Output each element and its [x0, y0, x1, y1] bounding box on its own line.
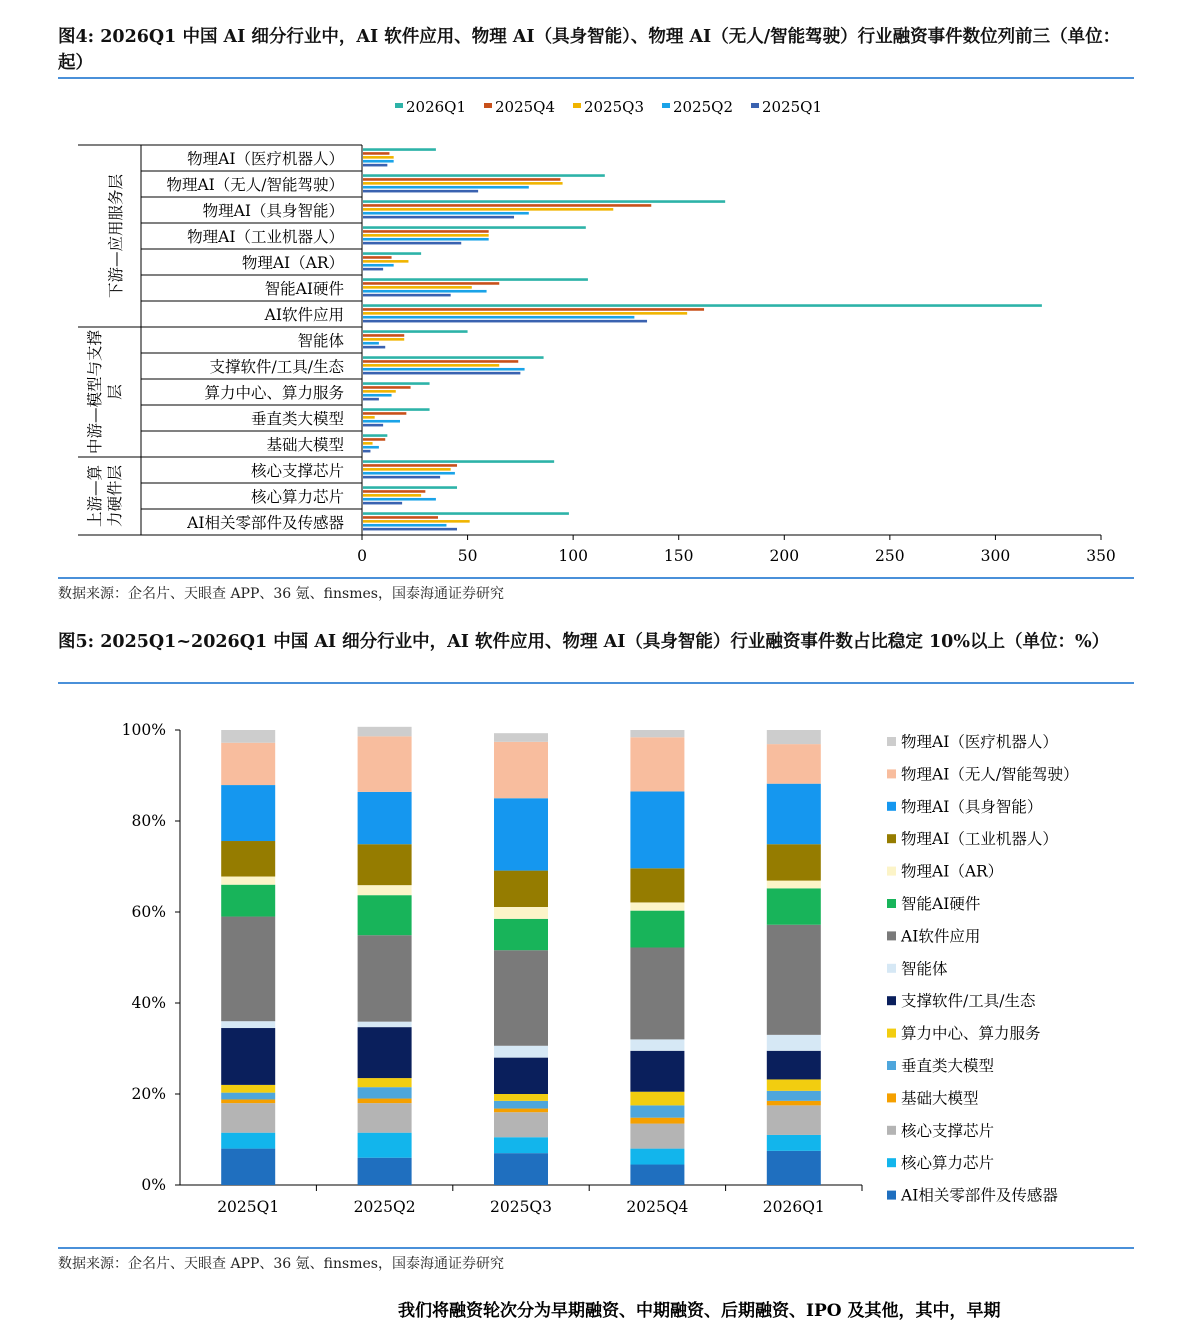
bar-2025Q3 [363, 468, 451, 471]
legend-label-智能体: 智能体 [901, 959, 948, 978]
bar-2025Q3 [363, 442, 373, 445]
stack-segment-垂直类大模型 [630, 1105, 684, 1117]
y-tick-label: 物理AI（具身智能） [202, 202, 344, 220]
stack-segment-物理AI（无人/智能驾驶） [358, 736, 412, 792]
y-tick-label: 40% [131, 994, 166, 1012]
stack-segment-智能体 [767, 1035, 821, 1051]
figure5-bottom-rule [58, 1247, 1134, 1249]
legend-label-2026Q1: 2026Q1 [406, 98, 467, 116]
stack-segment-物理AI（具身智能） [494, 798, 548, 870]
stack-segment-物理AI（医疗机器人） [358, 727, 412, 737]
legend-swatch-2025Q2 [662, 103, 670, 108]
stack-segment-智能体 [358, 1022, 412, 1027]
group-label-line: 上游—算 [86, 464, 104, 528]
stack-segment-AI软件应用 [358, 935, 412, 1021]
y-tick-label: 80% [131, 812, 166, 830]
stack-segment-AI软件应用 [221, 917, 275, 1022]
stack-segment-物理AI（工业机器人） [767, 844, 821, 880]
y-tick-label: 物理AI（无人/智能驾驶） [166, 176, 344, 194]
bar-2026Q1 [363, 200, 725, 203]
stack-segment-物理AI（工业机器人） [494, 871, 548, 907]
legend-swatch-2026Q1 [395, 103, 403, 108]
bar-2025Q1 [363, 164, 387, 167]
legend-swatch-2025Q1 [751, 103, 759, 108]
legend-label-2025Q4: 2025Q4 [495, 98, 556, 116]
stack-segment-算力中心、算力服务 [630, 1092, 684, 1106]
stack-segment-智能体 [494, 1046, 548, 1058]
bar-2025Q1 [363, 216, 514, 219]
legend-label-支撑软件/工具/生态: 支撑软件/工具/生态 [901, 992, 1036, 1011]
bar-2025Q3 [363, 234, 489, 237]
legend-swatch-智能AI硬件 [887, 899, 896, 908]
legend-label-核心支撑芯片: 核心支撑芯片 [901, 1121, 995, 1140]
bar-2025Q1 [363, 190, 478, 193]
bar-2026Q1 [363, 460, 554, 463]
bar-2025Q4 [363, 464, 457, 467]
stack-segment-物理AI（具身智能） [630, 791, 684, 868]
bar-2026Q1 [363, 512, 569, 515]
legend-label-物理AI（AR）: 物理AI（AR） [901, 862, 1004, 881]
stack-segment-物理AI（具身智能） [767, 784, 821, 845]
bar-2025Q1 [363, 398, 379, 401]
stack-segment-算力中心、算力服务 [221, 1085, 275, 1093]
stack-segment-基础大模型 [221, 1099, 275, 1103]
bar-2025Q2 [363, 394, 392, 397]
stack-segment-物理AI（工业机器人） [630, 868, 684, 902]
stack-segment-物理AI（AR） [630, 902, 684, 910]
stack-segment-支撑软件/工具/生态 [630, 1051, 684, 1092]
legend-label-物理AI（工业机器人）: 物理AI（工业机器人） [901, 830, 1058, 849]
x-tick-label: 100 [558, 547, 588, 565]
y-tick-label: 物理AI（医疗机器人） [187, 150, 344, 168]
legend-swatch-核心算力芯片 [887, 1158, 896, 1167]
stack-segment-物理AI（医疗机器人） [494, 733, 548, 742]
y-tick-label: 核心算力芯片 [250, 488, 344, 506]
stack-segment-物理AI（AR） [494, 907, 548, 919]
bar-2025Q4 [363, 490, 425, 493]
legend-swatch-智能体 [887, 964, 896, 973]
y-tick-label: 100% [121, 721, 166, 739]
stack-segment-物理AI（工业机器人） [221, 841, 275, 876]
stack-segment-智能AI硬件 [767, 888, 821, 924]
legend-swatch-物理AI（AR） [887, 867, 896, 876]
stack-segment-物理AI（无人/智能驾驶） [494, 742, 548, 798]
stack-segment-核心算力芯片 [630, 1149, 684, 1165]
legend-swatch-算力中心、算力服务 [887, 1029, 896, 1038]
stack-segment-物理AI（医疗机器人） [630, 730, 684, 737]
stack-segment-智能AI硬件 [630, 911, 684, 948]
bar-2025Q3 [363, 182, 563, 185]
stack-segment-支撑软件/工具/生态 [494, 1058, 548, 1094]
stack-segment-核心算力芯片 [358, 1133, 412, 1158]
group-label-line: 力硬件层 [106, 464, 124, 528]
group-label-line: 层 [106, 384, 124, 400]
stack-segment-物理AI（无人/智能驾驶） [767, 744, 821, 784]
bar-2025Q4 [363, 256, 392, 259]
stack-segment-垂直类大模型 [221, 1093, 275, 1100]
legend-swatch-物理AI（具身智能） [887, 802, 896, 811]
bar-2025Q3 [363, 312, 687, 315]
bar-2025Q2 [363, 186, 529, 189]
legend-swatch-2025Q3 [573, 103, 581, 108]
y-tick-label: 0% [141, 1176, 166, 1194]
figure4-bottom-rule [58, 577, 1134, 579]
bar-2025Q4 [363, 386, 411, 389]
x-tick-label: 2025Q2 [353, 1198, 416, 1216]
bar-2025Q1 [363, 450, 370, 453]
bar-2025Q4 [363, 412, 406, 415]
stack-segment-智能AI硬件 [221, 885, 275, 917]
bar-2026Q1 [363, 382, 430, 385]
bar-2025Q4 [363, 204, 651, 207]
bar-2025Q3 [363, 520, 470, 523]
bar-2025Q4 [363, 360, 518, 363]
stack-segment-物理AI（无人/智能驾驶） [221, 743, 275, 785]
bar-2025Q3 [363, 208, 613, 211]
bar-2025Q1 [363, 268, 383, 271]
legend-label-智能AI硬件: 智能AI硬件 [901, 895, 981, 913]
legend-label-物理AI（无人/智能驾驶）: 物理AI（无人/智能驾驶） [901, 765, 1079, 784]
bar-2026Q1 [363, 278, 588, 281]
legend-label-AI相关零部件及传感器: AI相关零部件及传感器 [901, 1186, 1058, 1205]
x-tick-label: 350 [1086, 547, 1116, 565]
stack-segment-支撑软件/工具/生态 [767, 1051, 821, 1080]
bar-2025Q2 [363, 160, 394, 163]
y-tick-label: 核心支撑芯片 [250, 462, 344, 480]
stack-segment-支撑软件/工具/生态 [221, 1028, 275, 1085]
bar-2026Q1 [363, 356, 544, 359]
bar-2025Q2 [363, 420, 400, 423]
figure4-chart [0, 85, 1191, 585]
bar-2025Q4 [363, 152, 389, 155]
bar-2025Q2 [363, 290, 487, 293]
legend-swatch-AI软件应用 [887, 931, 896, 940]
group-label: 下游—应用服务层 [107, 173, 125, 299]
x-tick-label: 50 [457, 547, 478, 565]
legend-swatch-核心支撑芯片 [887, 1126, 896, 1135]
stack-segment-物理AI（医疗机器人） [767, 730, 821, 744]
figure4-title: 图4: 2026Q1 中国 AI 细分行业中，AI 软件应用、物理 AI（具身智能）、物理 AI（无人/智能驾驶）行业融资事件数位列前三（单位：起） [58, 27, 1121, 73]
figure4-top-rule [58, 77, 1134, 79]
stack-segment-物理AI（医疗机器人） [221, 730, 275, 743]
body-text-fragment: 我们将融资轮次分为早期融资、中期融资、后期融资、IPO 及其他，其中，早期 [398, 1301, 1001, 1321]
bar-2025Q3 [363, 494, 421, 497]
stack-segment-核心支撑芯片 [221, 1103, 275, 1133]
group-label-line: 中游—模型与支撑 [86, 329, 104, 455]
stack-segment-智能体 [630, 1039, 684, 1050]
bar-2025Q4 [363, 308, 704, 311]
stack-segment-AI软件应用 [767, 925, 821, 1035]
x-tick-label: 0 [357, 547, 367, 565]
bar-2025Q3 [363, 286, 472, 289]
bar-2025Q3 [363, 260, 408, 263]
bar-2026Q1 [363, 304, 1042, 307]
stack-segment-AI相关零部件及传感器 [221, 1149, 275, 1185]
x-tick-label: 250 [875, 547, 905, 565]
legend-label-核心算力芯片: 核心算力芯片 [901, 1154, 995, 1173]
bar-2025Q2 [363, 212, 529, 215]
legend-swatch-2025Q4 [484, 103, 492, 108]
stack-segment-核心支撑芯片 [630, 1124, 684, 1149]
stack-segment-物理AI（工业机器人） [358, 844, 412, 885]
stack-segment-智能AI硬件 [494, 919, 548, 950]
stack-segment-基础大模型 [358, 1099, 412, 1104]
x-tick-label: 300 [980, 547, 1011, 565]
stack-segment-垂直类大模型 [494, 1101, 548, 1109]
legend-label-物理AI（医疗机器人）: 物理AI（医疗机器人） [901, 733, 1058, 751]
stack-segment-基础大模型 [630, 1118, 684, 1124]
legend-label-基础大模型: 基础大模型 [901, 1089, 979, 1108]
stack-segment-核心支撑芯片 [358, 1103, 412, 1133]
bar-2025Q4 [363, 438, 385, 441]
bar-2025Q4 [363, 516, 438, 519]
bar-2025Q1 [363, 528, 457, 531]
bar-2025Q4 [363, 178, 560, 181]
bar-2025Q4 [363, 230, 489, 233]
stack-segment-物理AI（无人/智能驾驶） [630, 737, 684, 791]
stack-segment-物理AI（AR） [767, 881, 821, 889]
x-tick-label: 2026Q1 [762, 1198, 825, 1216]
x-tick-label: 2025Q3 [489, 1198, 553, 1216]
bar-2025Q2 [363, 446, 379, 449]
bar-2026Q1 [363, 148, 436, 151]
bar-2026Q1 [363, 408, 430, 411]
legend-swatch-物理AI（工业机器人） [887, 834, 896, 843]
bar-2025Q2 [363, 498, 436, 501]
stack-segment-物理AI（AR） [358, 885, 412, 895]
stack-segment-核心支撑芯片 [767, 1105, 821, 1135]
stack-segment-物理AI（具身智能） [358, 792, 412, 844]
stack-segment-AI相关零部件及传感器 [767, 1151, 821, 1185]
legend-swatch-垂直类大模型 [887, 1061, 896, 1070]
bar-2026Q1 [363, 174, 605, 177]
y-tick-label: AI相关零部件及传感器 [187, 514, 344, 532]
legend-label-算力中心、算力服务: 算力中心、算力服务 [901, 1024, 1041, 1043]
bar-2025Q2 [363, 368, 525, 371]
bar-2025Q1 [363, 294, 451, 297]
figure5-chart [0, 690, 1191, 1240]
figure4-source: 数据来源：企名片、天眼查 APP、36 氪、finsmes，国泰海通证券研究 [58, 586, 504, 602]
stack-segment-垂直类大模型 [767, 1091, 821, 1101]
stack-segment-核心算力芯片 [767, 1135, 821, 1151]
bar-2026Q1 [363, 486, 457, 489]
bar-2026Q1 [363, 330, 468, 333]
stack-segment-AI相关零部件及传感器 [630, 1165, 684, 1185]
legend-label-AI软件应用: AI软件应用 [901, 927, 981, 946]
stack-segment-算力中心、算力服务 [494, 1094, 548, 1101]
x-tick-label: 200 [769, 547, 800, 565]
x-tick-label: 2025Q4 [626, 1198, 689, 1216]
stack-segment-算力中心、算力服务 [358, 1078, 412, 1087]
legend-swatch-物理AI（医疗机器人） [887, 737, 896, 746]
bar-2026Q1 [363, 434, 387, 437]
y-tick-label: 垂直类大模型 [250, 410, 344, 428]
stack-segment-基础大模型 [767, 1101, 821, 1106]
bar-2025Q3 [363, 416, 375, 419]
stack-segment-AI软件应用 [630, 947, 684, 1039]
bar-2026Q1 [363, 226, 586, 229]
y-tick-label: 智能体 [297, 332, 344, 350]
stack-segment-智能AI硬件 [358, 895, 412, 935]
legend-swatch-物理AI（无人/智能驾驶） [887, 769, 896, 778]
y-tick-label: 物理AI（AR） [241, 254, 344, 272]
bar-2025Q1 [363, 372, 520, 375]
figure5-source: 数据来源：企名片、天眼查 APP、36 氪、finsmes，国泰海通证券研究 [58, 1256, 504, 1272]
stack-segment-算力中心、算力服务 [767, 1079, 821, 1090]
bar-2025Q1 [363, 424, 383, 427]
bar-2025Q3 [363, 156, 394, 159]
y-tick-label: AI软件应用 [264, 306, 344, 324]
stack-segment-核心支撑芯片 [494, 1112, 548, 1137]
figure5-title: 图5: 2025Q1~2026Q1 中国 AI 细分行业中，AI 软件应用、物理 AI（具身智能）行业融资事件数占比稳定 10%以上（单位：%） [58, 632, 1110, 652]
y-tick-label: 算力中心、算力服务 [204, 384, 344, 402]
bar-2026Q1 [363, 252, 421, 255]
y-tick-label: 物理AI（工业机器人） [187, 228, 344, 246]
stack-segment-智能体 [221, 1021, 275, 1028]
x-tick-label: 150 [663, 547, 694, 565]
legend-swatch-AI相关零部件及传感器 [887, 1191, 896, 1200]
y-tick-label: 20% [131, 1085, 166, 1103]
figure5-top-rule [58, 682, 1134, 684]
stack-segment-AI相关零部件及传感器 [358, 1158, 412, 1185]
bar-2025Q3 [363, 364, 499, 367]
stack-segment-核心算力芯片 [221, 1133, 275, 1149]
legend-label-2025Q3: 2025Q3 [584, 98, 645, 116]
stack-segment-AI相关零部件及传感器 [494, 1153, 548, 1185]
stack-segment-AI软件应用 [494, 950, 548, 1046]
group-label [85, 330, 124, 455]
legend-swatch-基础大模型 [887, 1093, 896, 1102]
y-tick-label: 60% [131, 903, 166, 921]
stack-segment-垂直类大模型 [358, 1087, 412, 1098]
bar-2025Q2 [363, 238, 489, 241]
legend-label-物理AI（具身智能）: 物理AI（具身智能） [901, 797, 1043, 816]
legend-label-垂直类大模型: 垂直类大模型 [901, 1057, 995, 1075]
legend-swatch-支撑软件/工具/生态 [887, 996, 896, 1005]
bar-2025Q2 [363, 264, 394, 267]
stack-segment-物理AI（具身智能） [221, 785, 275, 841]
bar-2025Q2 [363, 524, 446, 527]
bar-2025Q4 [363, 282, 499, 285]
bar-2025Q1 [363, 320, 647, 323]
bar-2025Q1 [363, 476, 440, 479]
x-tick-label: 2025Q1 [217, 1198, 280, 1216]
bar-2025Q1 [363, 242, 461, 245]
y-tick-label: 基础大模型 [266, 436, 344, 454]
stack-segment-物理AI（AR） [221, 877, 275, 885]
bar-2025Q2 [363, 316, 634, 319]
legend-label-2025Q1: 2025Q1 [762, 98, 823, 116]
stack-segment-核心算力芯片 [494, 1137, 548, 1153]
bar-2025Q2 [363, 472, 455, 475]
bar-2025Q3 [363, 338, 404, 341]
stack-segment-支撑软件/工具/生态 [358, 1027, 412, 1078]
bar-2025Q4 [363, 334, 404, 337]
y-tick-label: 支撑软件/工具/生态 [209, 358, 344, 376]
y-tick-label: 智能AI硬件 [264, 280, 344, 298]
group-label [86, 465, 124, 528]
bar-2025Q3 [363, 390, 396, 393]
stack-segment-基础大模型 [494, 1109, 548, 1113]
bar-2025Q1 [363, 502, 402, 505]
legend-label-2025Q2: 2025Q2 [673, 98, 734, 116]
bar-2025Q2 [363, 342, 379, 345]
bar-2025Q1 [363, 346, 385, 349]
